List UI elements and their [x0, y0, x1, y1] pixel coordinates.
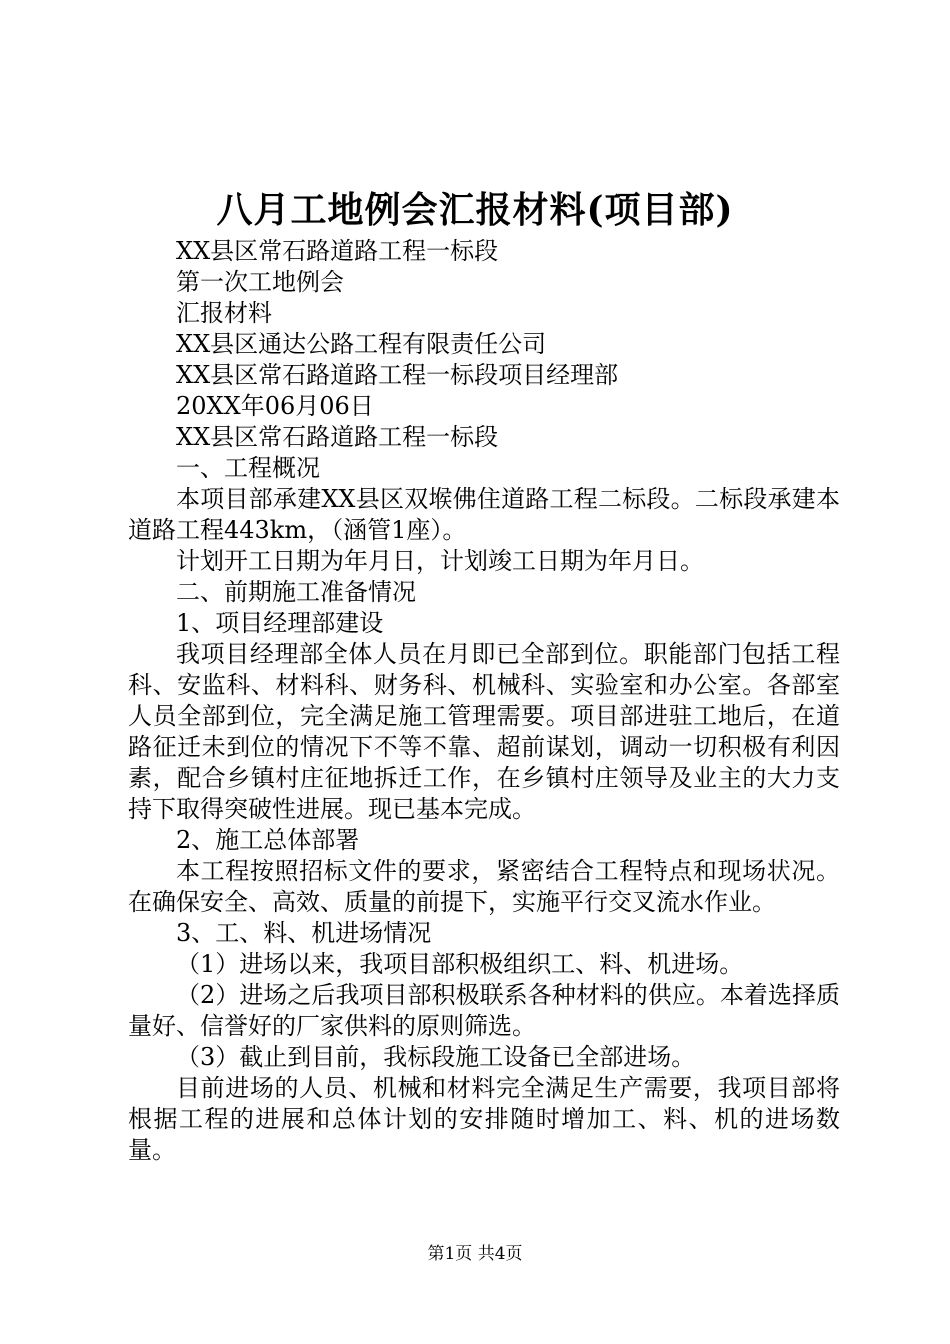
page-number: 第1页 共4页	[427, 1244, 523, 1264]
subheading-mobilization: 3、工、料、机进场情况	[176, 919, 432, 947]
paragraph-mobilization-summary: 目前进场的人员、机械和材料完全满足生产需要，我项目部将根据工程的进展和总体计划的安排随时增加工、料、机的进场数量。	[128, 1074, 840, 1164]
paragraph-department-name: XX县区常石路道路工程一标段项目经理部	[176, 361, 619, 389]
paragraph-department-setup: 我项目经理部全体人员在月即已全部到位。职能部门包括工程科、安监科、材料科、财务科、机械科、实验室和办公室。各部室人员全部到位，完全满足施工管理需要。项目部进驻工地后，在道路征迁未到位的情况下不等不靠、超前谋划，调动一切积极有利因素，配合乡镇村庄征地拆迁工作，在乡镇村庄领导及业主的大力支持下取得突破性进展。现已基本完成。	[128, 640, 840, 823]
paragraph-company-name: XX县区通达公路工程有限责任公司	[176, 330, 547, 358]
paragraph-meeting-name: 第一次工地例会	[176, 268, 344, 296]
paragraph-deployment: 本工程按照招标文件的要求，紧密结合工程特点和现场状况。在确保安全、高效、质量的前提下，实施平行交叉流水作业。	[128, 857, 840, 916]
section-heading-preparation: 二、前期施工准备情况	[176, 578, 416, 606]
subheading-deployment: 2、施工总体部署	[176, 826, 360, 854]
subheading-department-setup: 1、项目经理部建设	[176, 609, 384, 637]
list-item-mobilization-3: （3）截止到目前，我标段施工设备已全部进场。	[176, 1043, 696, 1071]
list-item-mobilization-1: （1）进场以来，我项目部积极组织工、料、机进场。	[176, 950, 744, 978]
document-title: 八月工地例会汇报材料(项目部)	[216, 189, 734, 231]
paragraph-report-label: 汇报材料	[176, 299, 272, 327]
document-body	[128, 236, 840, 1166]
paragraph-project-name-repeat: XX县区常石路道路工程一标段	[176, 423, 499, 451]
paragraph-schedule: 计划开工日期为年月日，计划竣工日期为年月日。	[176, 547, 704, 575]
section-heading-overview: 一、工程概况	[176, 454, 320, 482]
paragraph-date: 20XX年06月06日	[176, 392, 374, 420]
paragraph-project-name: XX县区常石路道路工程一标段	[176, 237, 499, 265]
list-item-mobilization-2: （2）进场之后我项目部积极联系各种材料的供应。本着选择质量好、信誉好的厂家供料的原则筛选。	[128, 981, 840, 1040]
paragraph-overview: 本项目部承建XX县区双堠佛住道路工程二标段。二标段承建本道路工程443km，（涵管1座）。	[128, 485, 840, 544]
